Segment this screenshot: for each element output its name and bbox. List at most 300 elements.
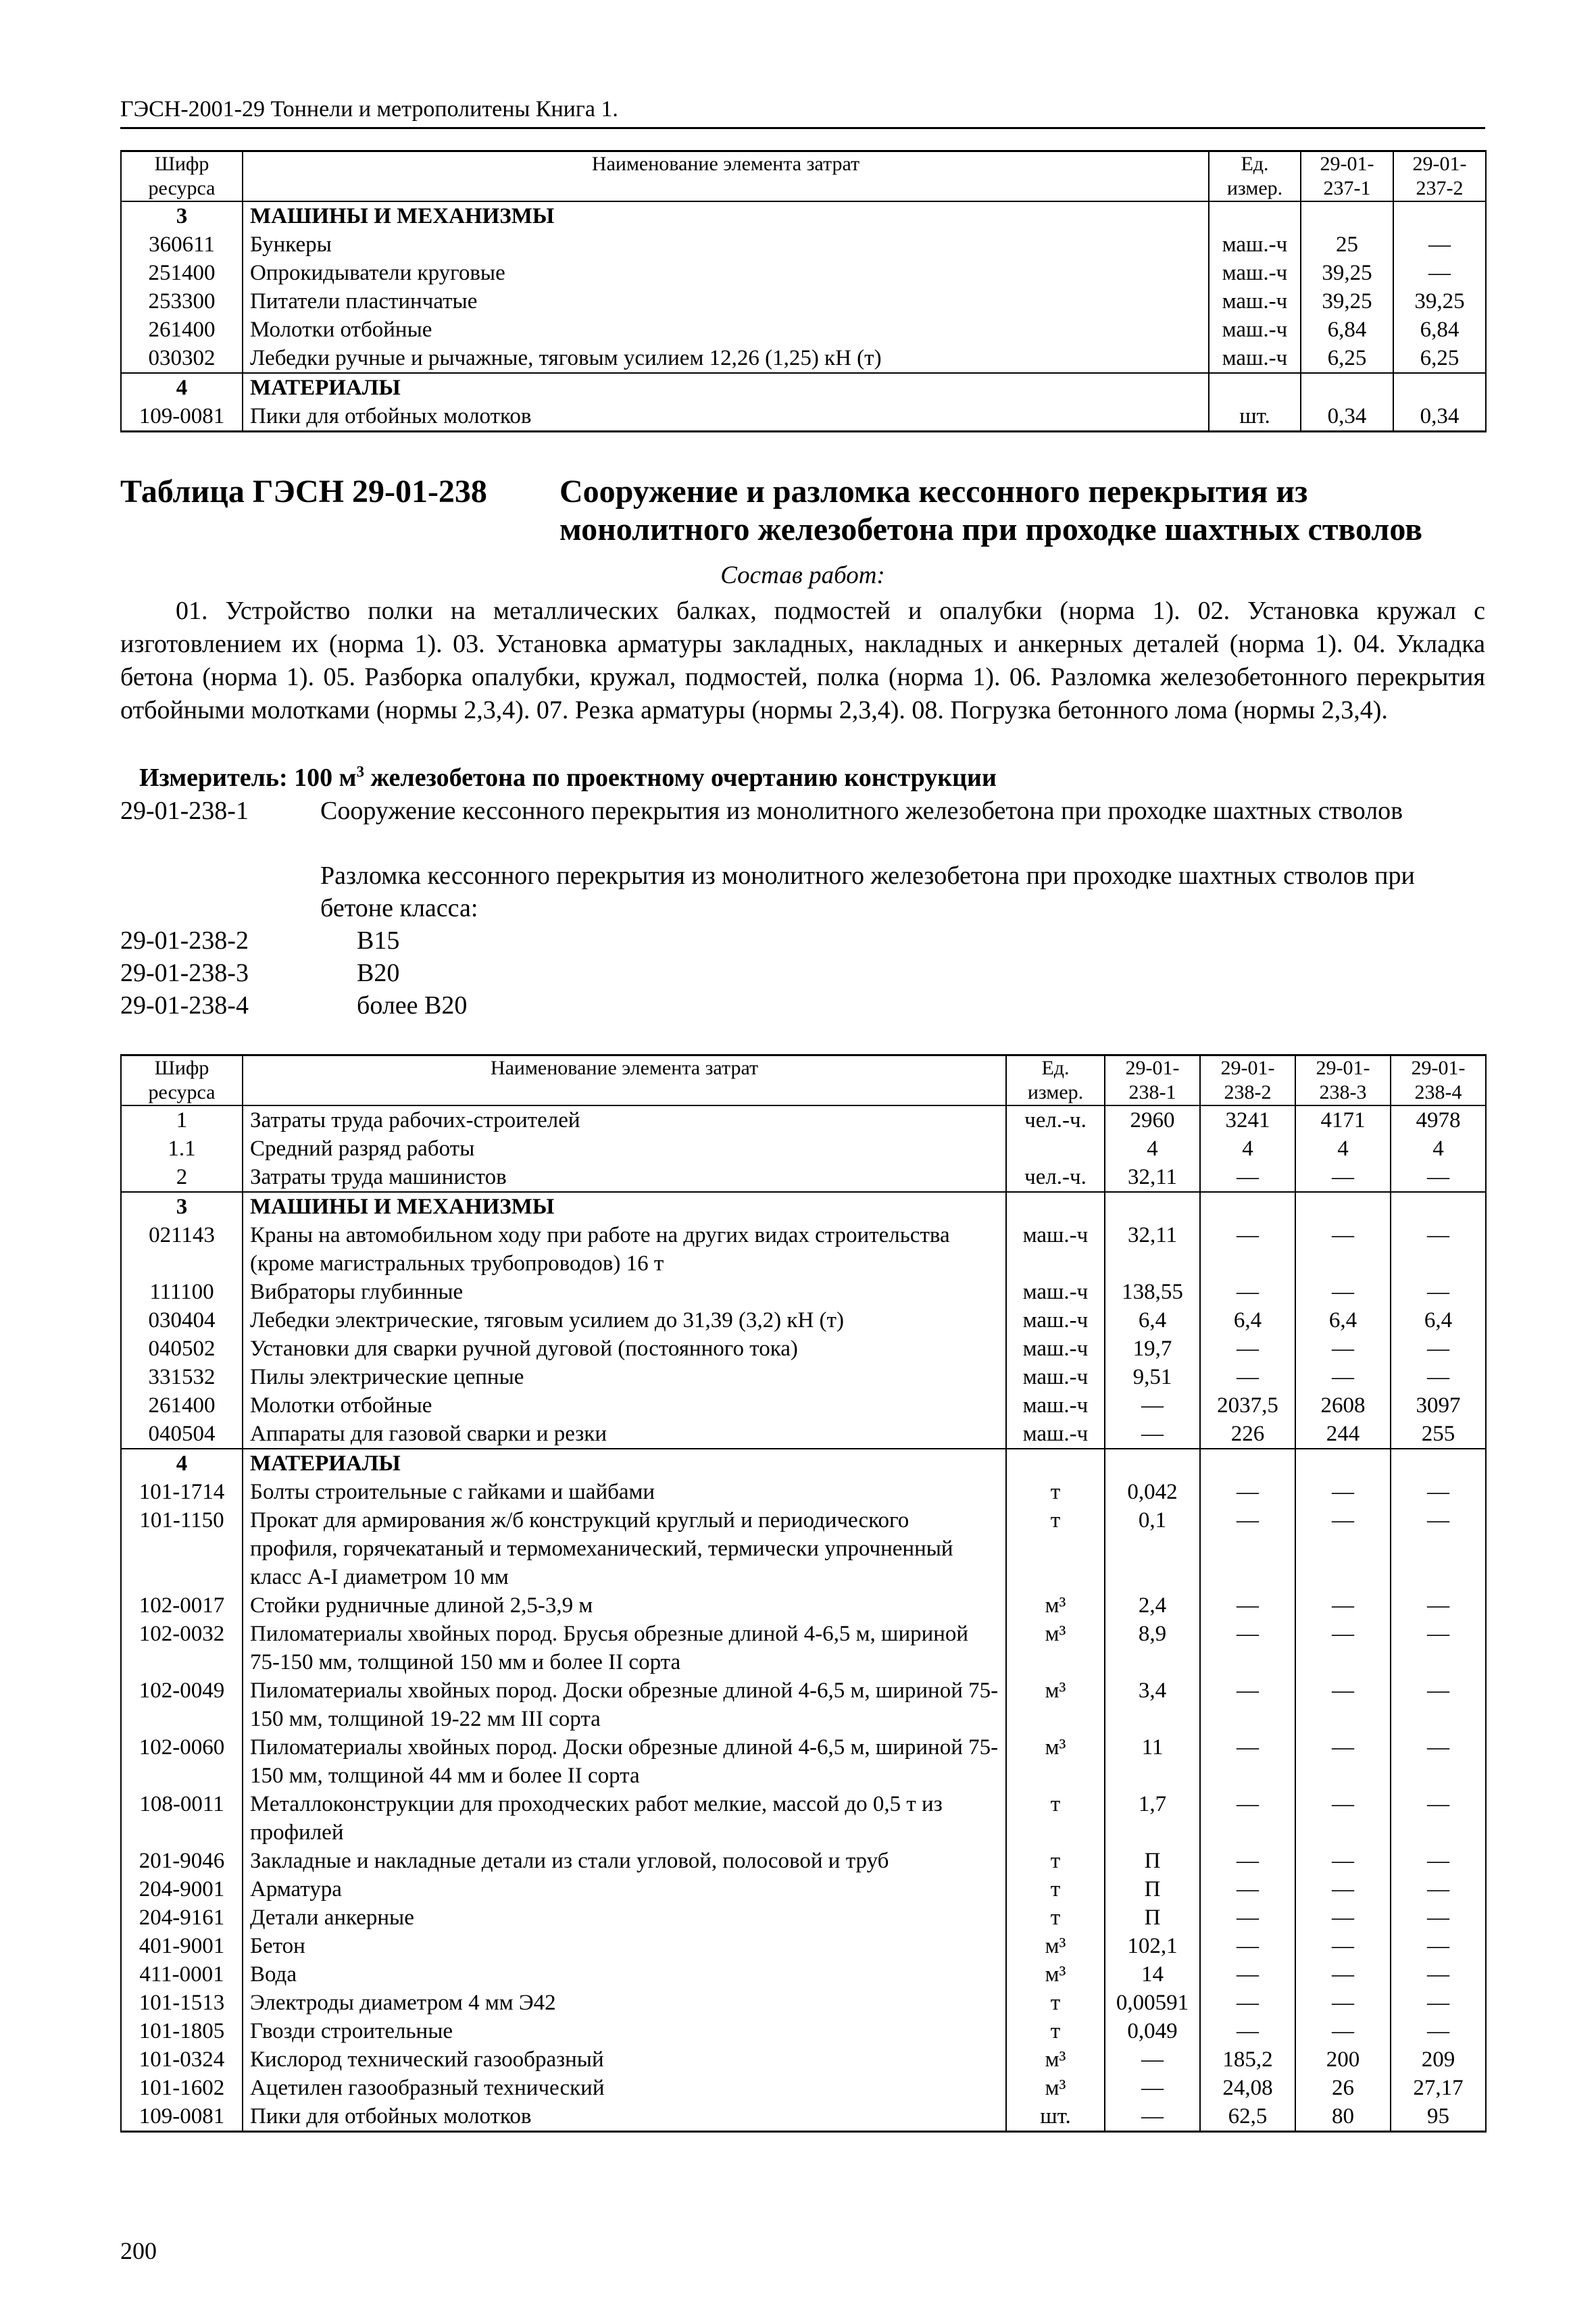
resource-code: 101-1150 <box>121 1506 243 1591</box>
resource-code: 109-0081 <box>121 2102 243 2132</box>
norm-value: — <box>1295 1163 1391 1192</box>
norm-value: 102,1 <box>1105 1932 1200 1960</box>
norm-value: — <box>1200 1676 1295 1733</box>
norm-value: 4 <box>1105 1135 1200 1163</box>
norm-value: — <box>1295 1620 1391 1676</box>
resource-code: 261400 <box>121 1391 243 1420</box>
norm-value: — <box>1391 1676 1486 1733</box>
norm-value <box>1105 1192 1200 1221</box>
norm-value: — <box>1295 1875 1391 1903</box>
norm-value: — <box>1295 1221 1391 1278</box>
resource-unit: т <box>1006 1989 1105 2017</box>
resource-code: 1 <box>121 1105 243 1135</box>
section-row <box>121 373 1486 402</box>
norm-value: — <box>1295 1363 1391 1391</box>
table-row <box>121 1903 1486 1932</box>
norm-value: — <box>1105 1391 1200 1420</box>
norm-value: 0,042 <box>1105 1478 1200 1506</box>
norm-value: — <box>1200 1363 1295 1391</box>
norm-value: 6,4 <box>1105 1306 1200 1335</box>
norm-value: 4978 <box>1391 1105 1486 1135</box>
norm-value <box>1105 1449 1200 1478</box>
resource-name: МАТЕРИАЛЫ <box>243 1449 1006 1478</box>
resource-name: Молотки отбойные <box>243 1391 1006 1420</box>
norm-value: — <box>1200 1790 1295 1847</box>
work-composition-label: Состав работ: <box>720 562 885 589</box>
resource-unit: м³ <box>1006 1733 1105 1790</box>
resource-name: Установки для сварки ручной дуговой (постоянного тока) <box>243 1335 1006 1363</box>
norm-value: 226 <box>1200 1420 1295 1449</box>
norm-value: 39,25 <box>1393 287 1486 316</box>
table-row <box>121 1306 1486 1335</box>
norm-value: 32,11 <box>1105 1163 1200 1192</box>
norm-value: — <box>1295 2017 1391 2045</box>
norm-value: 95 <box>1391 2102 1486 2132</box>
resource-unit: маш.-ч <box>1209 344 1301 373</box>
table-row <box>121 1105 1486 1135</box>
running-header: ГЭСН-2001-29 Тоннели и метрополитены Книга 1. <box>120 96 1485 129</box>
measurement-unit <box>139 762 1491 793</box>
norm-value: — <box>1200 1932 1295 1960</box>
resource-unit <box>1209 201 1301 230</box>
resource-name: Затраты труда рабочих-строителей <box>243 1105 1006 1135</box>
table-row <box>121 1363 1486 1391</box>
norm-value: — <box>1200 2017 1295 2045</box>
norm-value: — <box>1391 1620 1486 1676</box>
table-row <box>121 2045 1486 2074</box>
resource-unit: т <box>1006 1478 1105 1506</box>
resource-name: МАШИНЫ И МЕХАНИЗМЫ <box>243 201 1209 230</box>
section-row <box>121 1192 1486 1221</box>
norm-value: — <box>1391 1163 1486 1192</box>
norm-value: — <box>1295 1478 1391 1506</box>
resource-code: 040504 <box>121 1420 243 1449</box>
resource-name: Пиломатериалы хвойных пород. Брусья обрезные длиной 4-6,5 м, шириной 75-150 мм, толщиной 150 мм и более II сорта <box>243 1620 1006 1676</box>
resource-code: 201-9046 <box>121 1847 243 1875</box>
norm-value: — <box>1105 2102 1200 2132</box>
measurement-prefix: Измеритель: 100 м <box>139 764 357 792</box>
table-row <box>121 344 1486 373</box>
norm-value: 32,11 <box>1105 1221 1200 1278</box>
work-composition-text: 01. Устройство полки на металлических балках, подмостей и опалубки (норма 1). 02. Установка кружал с изготовлением их (норма 1). 03. Установка арматуры закладных, накладных и анкерных деталей (норма 1). 04. Укладка бетона (норма 1). 05. Разборка опалубки, кружал, подмостей, полка (норма 1). 06. Разломка железобетонного перекрытия отбойными молотками (нормы 2,3,4). 07. Резка арматуры (нормы 2,3,4). 08. Погрузка бетонного лома (нормы 2,3,4). <box>120 597 1485 724</box>
measurement-suffix: железобетона по проектному очертанию конструкции <box>364 764 997 792</box>
norm-value: — <box>1295 1989 1391 2017</box>
table-row <box>121 1591 1486 1620</box>
norm-description: В20 <box>357 959 400 987</box>
resource-code: 253300 <box>121 287 243 316</box>
norm-value: 9,51 <box>1105 1363 1200 1391</box>
norm-codes-list <box>120 795 1485 1022</box>
resource-code: 101-1805 <box>121 2017 243 2045</box>
resource-name: Электроды диаметром 4 мм Э42 <box>243 1989 1006 2017</box>
table-row <box>121 1478 1486 1506</box>
norm-value: 6,4 <box>1200 1306 1295 1335</box>
norm-value <box>1301 373 1393 402</box>
resource-code: 251400 <box>121 259 243 287</box>
norm-value: — <box>1391 1221 1486 1278</box>
resource-unit: м³ <box>1006 1591 1105 1620</box>
norm-description: более В20 <box>357 991 468 1020</box>
norm-value <box>1200 1192 1295 1221</box>
norm-code: 29-01-238-1 <box>120 797 249 825</box>
table-row <box>121 402 1486 432</box>
norm-value: 4 <box>1200 1135 1295 1163</box>
norm-value: — <box>1295 1676 1391 1733</box>
norm-value: — <box>1200 1221 1295 1278</box>
norm-value: 4171 <box>1295 1105 1391 1135</box>
resource-unit: маш.-ч <box>1209 316 1301 344</box>
norm-value: 3097 <box>1391 1391 1486 1420</box>
norm-value: 26 <box>1295 2074 1391 2102</box>
resource-name: МАТЕРИАЛЫ <box>243 373 1209 402</box>
resource-unit: маш.-ч <box>1006 1306 1105 1335</box>
resource-unit: т <box>1006 1506 1105 1591</box>
norm-value: 2,4 <box>1105 1591 1200 1620</box>
norm-description: В15 <box>357 926 400 955</box>
norm-code-row <box>120 924 1485 957</box>
norm-value: — <box>1295 1335 1391 1363</box>
col-unit-header: Ед. измер. <box>1006 1055 1105 1106</box>
norm-value: 3,4 <box>1105 1676 1200 1733</box>
norm-value: 8,9 <box>1105 1620 1200 1676</box>
section-row <box>121 1449 1486 1478</box>
resource-unit: шт. <box>1209 402 1301 432</box>
norm-value: 14 <box>1105 1960 1200 1989</box>
norm-value: 6,4 <box>1391 1306 1486 1335</box>
measurement-sup: 3 <box>356 763 364 780</box>
resource-unit: чел.-ч. <box>1006 1163 1105 1192</box>
norm-value: 25 <box>1301 230 1393 259</box>
table-header-row <box>121 151 1486 202</box>
norm-value: 6,84 <box>1301 316 1393 344</box>
table-row <box>121 2017 1486 2045</box>
resource-code: 030302 <box>121 344 243 373</box>
resource-unit: м³ <box>1006 1960 1105 1989</box>
norm-value <box>1393 201 1486 230</box>
resource-name: Лебедки электрические, тяговым усилием до 31,39 (3,2) кН (т) <box>243 1306 1006 1335</box>
norm-value: — <box>1200 1903 1295 1932</box>
table-row <box>121 1847 1486 1875</box>
norm-value: — <box>1295 1506 1391 1591</box>
resource-unit: м³ <box>1006 1932 1105 1960</box>
table-row <box>121 1790 1486 1847</box>
col-code-header: Шифр ресурса <box>121 1055 243 1106</box>
norm-value: 2960 <box>1105 1105 1200 1135</box>
table-row <box>121 316 1486 344</box>
norm-value: 6,25 <box>1393 344 1486 373</box>
resource-code: 040502 <box>121 1335 243 1363</box>
norm-value: — <box>1391 1478 1486 1506</box>
norm-value: — <box>1200 1875 1295 1903</box>
norm-value: П <box>1105 1875 1200 1903</box>
col-norm-header: 29-01-237-1 <box>1301 151 1393 202</box>
norm-code: 29-01-238-3 <box>120 959 249 987</box>
norm-value: 39,25 <box>1301 287 1393 316</box>
resource-code: 411-0001 <box>121 1960 243 1989</box>
resource-name: Аппараты для газовой сварки и резки <box>243 1420 1006 1449</box>
norm-value: 1,7 <box>1105 1790 1200 1847</box>
resource-unit: шт. <box>1006 2102 1105 2132</box>
table-number: Таблица ГЭСН 29-01-238 <box>120 474 487 509</box>
table-row <box>121 1135 1486 1163</box>
col-norm-header: 29-01-238-4 <box>1391 1055 1486 1106</box>
col-norm-header: 29-01-238-2 <box>1200 1055 1295 1106</box>
norm-value: — <box>1200 1278 1295 1306</box>
resource-table-238 <box>120 1054 1487 2133</box>
norm-code-row <box>120 989 1485 1022</box>
norm-value: 244 <box>1295 1420 1391 1449</box>
resource-code: 204-9161 <box>121 1903 243 1932</box>
resource-name: Вибраторы глубинные <box>243 1278 1006 1306</box>
resource-name: Лебедки ручные и рычажные, тяговым усилием 12,26 (1,25) кН (т) <box>243 344 1209 373</box>
resource-name: Арматура <box>243 1875 1006 1903</box>
resource-code: 102-0060 <box>121 1733 243 1790</box>
norm-value: 3241 <box>1200 1105 1295 1135</box>
resource-unit: м³ <box>1006 1620 1105 1676</box>
resource-name: Молотки отбойные <box>243 316 1209 344</box>
resource-name: Пиломатериалы хвойных пород. Доски обрезные длиной 4-6,5 м, шириной 75-150 мм, толщиной 44 мм и более II сорта <box>243 1733 1006 1790</box>
col-norm-header: 29-01-238-1 <box>1105 1055 1200 1106</box>
norm-code-row <box>120 795 1485 860</box>
resource-code: 102-0032 <box>121 1620 243 1676</box>
resource-name: Бетон <box>243 1932 1006 1960</box>
page-number: 200 <box>120 2237 157 2264</box>
resource-unit: т <box>1006 1875 1105 1903</box>
norm-value <box>1393 373 1486 402</box>
norm-value: П <box>1105 1847 1200 1875</box>
norm-value: П <box>1105 1903 1200 1932</box>
resource-code: 261400 <box>121 316 243 344</box>
norm-value: — <box>1391 1847 1486 1875</box>
norm-value: 27,17 <box>1391 2074 1486 2102</box>
norm-value: 0,34 <box>1301 402 1393 432</box>
resource-name: Прокат для армирования ж/б конструкций круглый и периодического профиля, горячекатаный и термомеханический, термически упрочненный класс А-I диаметром 10 мм <box>243 1506 1006 1591</box>
norm-value <box>1391 1192 1486 1221</box>
resource-unit: чел.-ч. <box>1006 1105 1105 1135</box>
table-row <box>121 1278 1486 1306</box>
resource-code: 4 <box>121 1449 243 1478</box>
resource-unit: маш.-ч <box>1006 1391 1105 1420</box>
resource-code: 101-1714 <box>121 1478 243 1506</box>
resource-name: Питатели пластинчатые <box>243 287 1209 316</box>
norm-value: — <box>1105 1420 1200 1449</box>
norm-value: — <box>1105 2045 1200 2074</box>
norm-value: — <box>1295 1903 1391 1932</box>
norm-value: — <box>1391 1335 1486 1363</box>
norm-value: — <box>1295 1733 1391 1790</box>
resource-code: 4 <box>121 373 243 402</box>
col-name-header: Наименование элемента затрат <box>243 151 1209 202</box>
resource-name: Пики для отбойных молотков <box>243 2102 1006 2132</box>
col-norm-header: 29-01-237-2 <box>1393 151 1486 202</box>
resource-unit: т <box>1006 1903 1105 1932</box>
resource-code: 030404 <box>121 1306 243 1335</box>
norm-value: 6,84 <box>1393 316 1486 344</box>
norm-value <box>1295 1449 1391 1478</box>
table-row <box>121 1163 1486 1192</box>
norm-value: — <box>1391 1960 1486 1989</box>
resource-code: 101-1513 <box>121 1989 243 2017</box>
resource-code: 3 <box>121 201 243 230</box>
norm-value <box>1295 1192 1391 1221</box>
norm-code-row <box>120 957 1485 989</box>
norm-value: — <box>1200 1591 1295 1620</box>
resource-unit: маш.-ч <box>1006 1278 1105 1306</box>
norm-value: — <box>1391 1932 1486 1960</box>
resource-name: Средний разряд работы <box>243 1135 1006 1163</box>
norm-value: — <box>1391 1733 1486 1790</box>
norm-value: — <box>1391 1591 1486 1620</box>
norm-value: 2608 <box>1295 1391 1391 1420</box>
resource-name: Гвозди строительные <box>243 2017 1006 2045</box>
resource-code: 3 <box>121 1192 243 1221</box>
resource-code: 021143 <box>121 1221 243 1278</box>
norm-value: 0,00591 <box>1105 1989 1200 2017</box>
norm-value: — <box>1295 1790 1391 1847</box>
norm-value <box>1391 1449 1486 1478</box>
resource-unit: т <box>1006 2017 1105 2045</box>
col-unit-header: Ед. измер. <box>1209 151 1301 202</box>
resource-name: Болты строительные с гайками и шайбами <box>243 1478 1006 1506</box>
norm-code-row <box>120 860 1485 924</box>
norm-value: 0,049 <box>1105 2017 1200 2045</box>
norm-value: — <box>1200 1335 1295 1363</box>
norm-value: — <box>1393 259 1486 287</box>
col-code-header: Шифр ресурса <box>121 151 243 202</box>
table-row <box>121 1221 1486 1278</box>
norm-value: 80 <box>1295 2102 1391 2132</box>
section-row <box>121 201 1486 230</box>
table-row <box>121 287 1486 316</box>
resource-unit <box>1006 1449 1105 1478</box>
norm-value: 62,5 <box>1200 2102 1295 2132</box>
resource-unit <box>1006 1135 1105 1163</box>
norm-description: Разломка кессонного перекрытия из монолитного железобетона при проходке шахтных стволов при бетоне класса: <box>320 862 1415 922</box>
norm-value: 6,25 <box>1301 344 1393 373</box>
norm-value: 2037,5 <box>1200 1391 1295 1420</box>
resource-unit: м³ <box>1006 2074 1105 2102</box>
norm-value: — <box>1295 1960 1391 1989</box>
norm-value: 6,4 <box>1295 1306 1391 1335</box>
resource-unit: м³ <box>1006 1676 1105 1733</box>
table-row <box>121 2102 1486 2132</box>
table-row <box>121 1391 1486 1420</box>
resource-code: 108-0011 <box>121 1790 243 1847</box>
resource-name: Ацетилен газообразный технический <box>243 2074 1006 2102</box>
resource-code: 2 <box>121 1163 243 1192</box>
norm-value: 0,1 <box>1105 1506 1200 1591</box>
resource-name: Детали анкерные <box>243 1903 1006 1932</box>
norm-code: 29-01-238-4 <box>120 991 249 1020</box>
document-page <box>120 0 1485 2315</box>
norm-value: — <box>1391 2017 1486 2045</box>
resource-code: 1.1 <box>121 1135 243 1163</box>
norm-value: — <box>1295 1278 1391 1306</box>
col-norm-header: 29-01-238-3 <box>1295 1055 1391 1106</box>
norm-value <box>1301 201 1393 230</box>
norm-value: — <box>1391 1363 1486 1391</box>
norm-value: 4 <box>1295 1135 1391 1163</box>
resource-unit: маш.-ч <box>1006 1420 1105 1449</box>
norm-value: 200 <box>1295 2045 1391 2074</box>
resource-unit: маш.-ч <box>1006 1363 1105 1391</box>
norm-value: 4 <box>1391 1135 1486 1163</box>
col-name-header: Наименование элемента затрат <box>243 1055 1006 1106</box>
resource-name: Пиломатериалы хвойных пород. Доски обрезные длиной 4-6,5 м, шириной 75-150 мм, толщиной 19-22 мм III сорта <box>243 1676 1006 1733</box>
norm-code: 29-01-238-2 <box>120 926 249 955</box>
resource-code: 360611 <box>121 230 243 259</box>
resource-table-237 <box>120 150 1487 432</box>
resource-name: Опрокидыватели круговые <box>243 259 1209 287</box>
table-row <box>121 1335 1486 1363</box>
norm-value: — <box>1200 1478 1295 1506</box>
resource-code: 111100 <box>121 1278 243 1306</box>
norm-value: — <box>1200 1163 1295 1192</box>
norm-value: 209 <box>1391 2045 1486 2074</box>
resource-code: 102-0049 <box>121 1676 243 1733</box>
resource-name: Пилы электрические цепные <box>243 1363 1006 1391</box>
table-caption: Сооружение и разломка кессонного перекрытия из монолитного железобетона при проходке шахтных стволов <box>559 474 1423 547</box>
norm-value: 185,2 <box>1200 2045 1295 2074</box>
table-row <box>121 1989 1486 2017</box>
norm-value: — <box>1391 1278 1486 1306</box>
resource-name: Затраты труда машинистов <box>243 1163 1006 1192</box>
norm-value: 19,7 <box>1105 1335 1200 1363</box>
norm-value <box>1200 1449 1295 1478</box>
resource-code: 331532 <box>121 1363 243 1391</box>
table-header-row <box>121 1055 1486 1106</box>
table-row <box>121 1676 1486 1733</box>
resource-unit: маш.-ч <box>1209 230 1301 259</box>
norm-value: 11 <box>1105 1733 1200 1790</box>
table-row <box>121 1960 1486 1989</box>
resource-unit <box>1006 1192 1105 1221</box>
norm-value: — <box>1393 230 1486 259</box>
resource-name: Закладные и накладные детали из стали угловой, полосовой и труб <box>243 1847 1006 1875</box>
resource-unit: маш.-ч <box>1006 1221 1105 1278</box>
table-row <box>121 259 1486 287</box>
resource-unit: маш.-ч <box>1006 1335 1105 1363</box>
norm-value: 255 <box>1391 1420 1486 1449</box>
table-row <box>121 1932 1486 1960</box>
norm-value: — <box>1391 1790 1486 1847</box>
resource-code: 101-0324 <box>121 2045 243 2074</box>
norm-value: — <box>1105 2074 1200 2102</box>
norm-value: — <box>1200 1989 1295 2017</box>
resource-name: Краны на автомобильном ходу при работе на других видах строительства (кроме магистральных трубопроводов) 16 т <box>243 1221 1006 1278</box>
resource-name: Вода <box>243 1960 1006 1989</box>
norm-description: Сооружение кессонного перекрытия из монолитного железобетона при проходке шахтных стволов <box>320 797 1403 825</box>
resource-unit: м³ <box>1006 2045 1105 2074</box>
norm-value: — <box>1391 1989 1486 2017</box>
table-row <box>121 1506 1486 1591</box>
norm-value: — <box>1295 1932 1391 1960</box>
table-row <box>121 1733 1486 1790</box>
resource-unit: т <box>1006 1790 1105 1847</box>
norm-value: — <box>1200 1733 1295 1790</box>
resource-unit: маш.-ч <box>1209 259 1301 287</box>
resource-name: Бункеры <box>243 230 1209 259</box>
resource-code: 101-1602 <box>121 2074 243 2102</box>
resource-code: 109-0081 <box>121 402 243 432</box>
resource-code: 204-9001 <box>121 1875 243 1903</box>
resource-unit <box>1209 373 1301 402</box>
resource-unit: т <box>1006 1847 1105 1875</box>
resource-code: 102-0017 <box>121 1591 243 1620</box>
table-row <box>121 2074 1486 2102</box>
table-row <box>121 1620 1486 1676</box>
norm-value: 24,08 <box>1200 2074 1295 2102</box>
